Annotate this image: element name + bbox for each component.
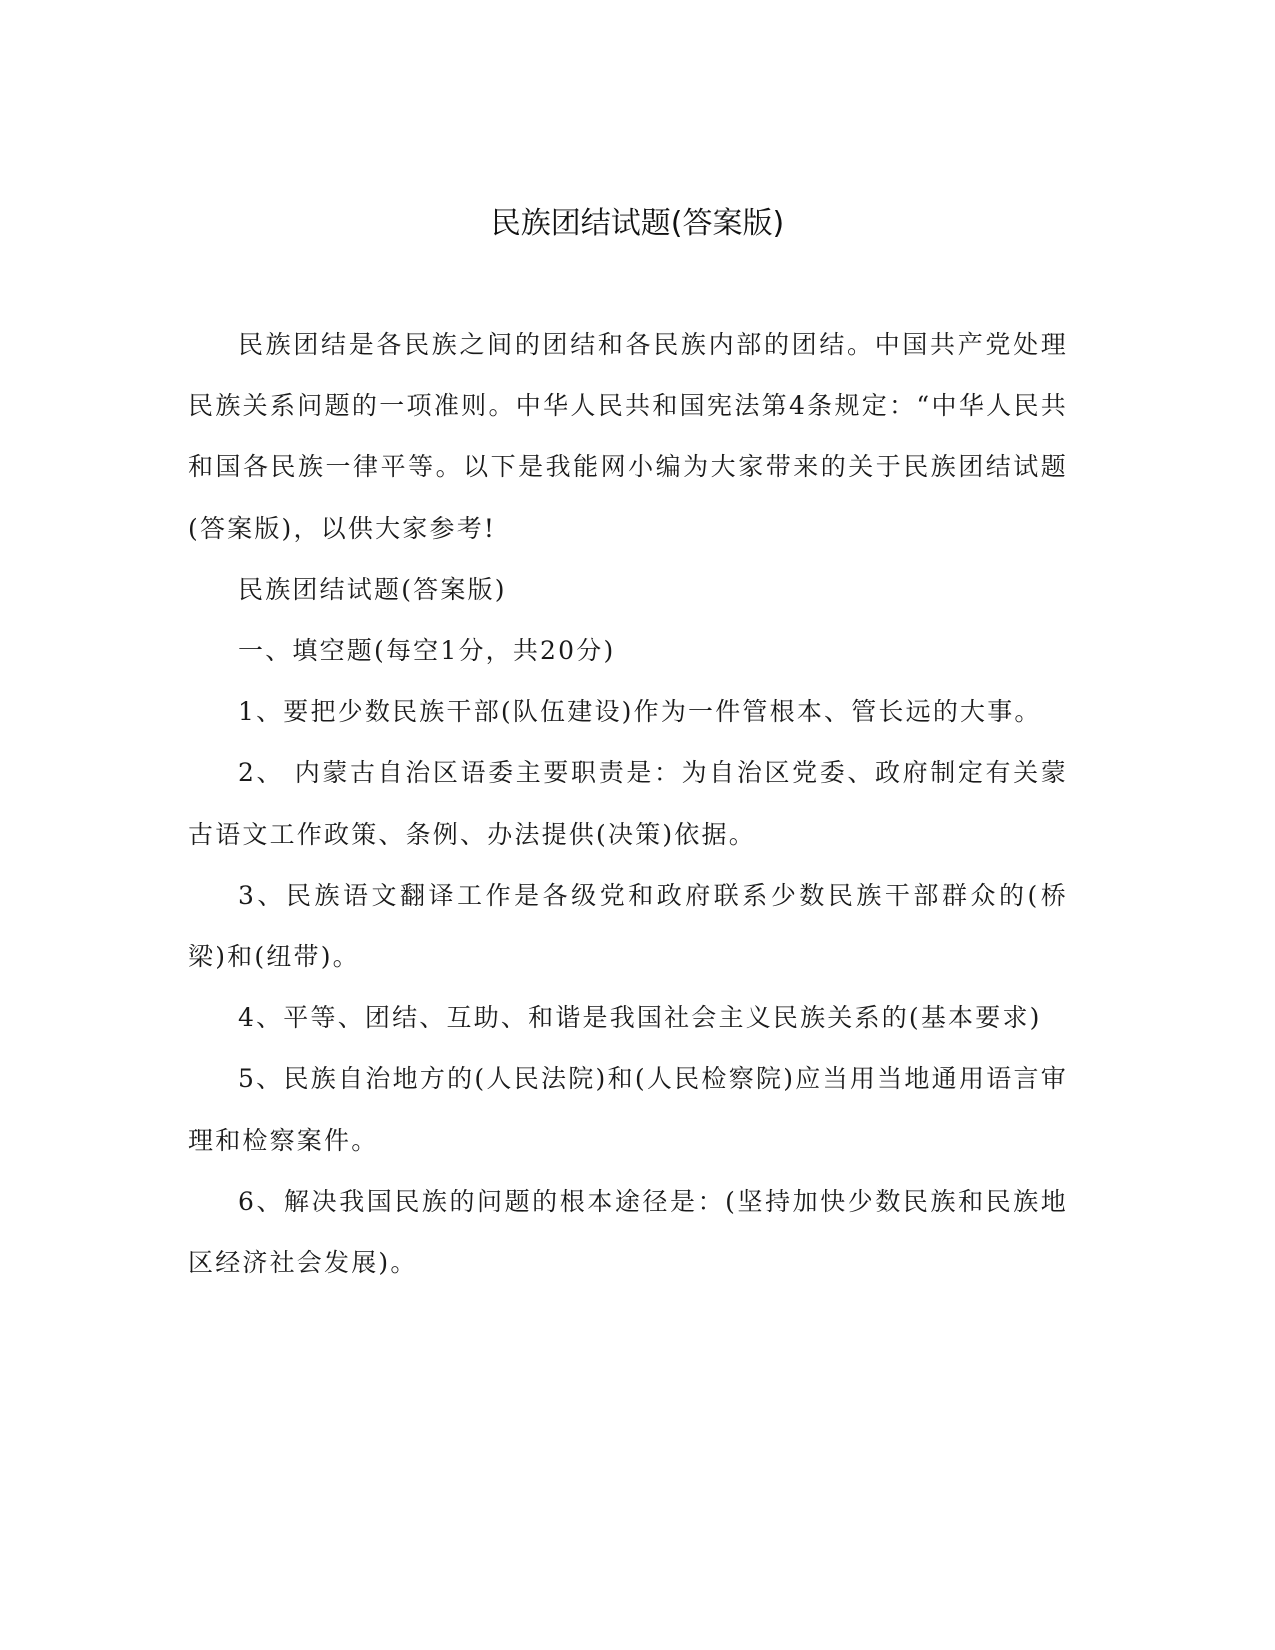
question-item: 3、民族语文翻译工作是各级党和政府联系少数民族干部群众的(桥梁)和(纽带)。 (188, 880, 1068, 972)
question-item: 2、 内蒙古自治区语委主要职责是：为自治区党委、政府制定有关蒙古语文工作政策、条例、办法提供(决策)依据。 (188, 758, 1068, 849)
section-heading: 民族团结试题(答案版) (238, 574, 507, 604)
question-item: 5、民族自治地方的(人民法院)和(人民检察院)应当用当地通用语言审理和检察案件。 (188, 1064, 1068, 1155)
intro-paragraph: 民族团结是各民族之间的团结和各民族内部的团结。中国共产党处理民族关系问题的一项准则。中华人民共和国宪法第4条规定：“中华人民共和国各民族一律平等。以下是我能网小编为大家带来的关于民族团结试题(答案版)，以供大家参考! (188, 330, 1068, 543)
question-item: 4、平等、团结、互助、和谐是我国社会主义民族关系的(基本要求) (238, 1003, 1042, 1033)
document-body (188, 314, 1068, 1293)
question-item: 6、解决我国民族的问题的根本途径是：(坚持加快少数民族和民族地区经济社会发展)。 (188, 1186, 1068, 1278)
question-group-heading: 一、填空题(每空1分，共20分) (238, 636, 616, 666)
page-title: 民族团结试题(答案版) (490, 206, 785, 241)
question-item: 1、要把少数民族干部(队伍建设)作为一件管根本、管长远的大事。 (238, 697, 1042, 727)
